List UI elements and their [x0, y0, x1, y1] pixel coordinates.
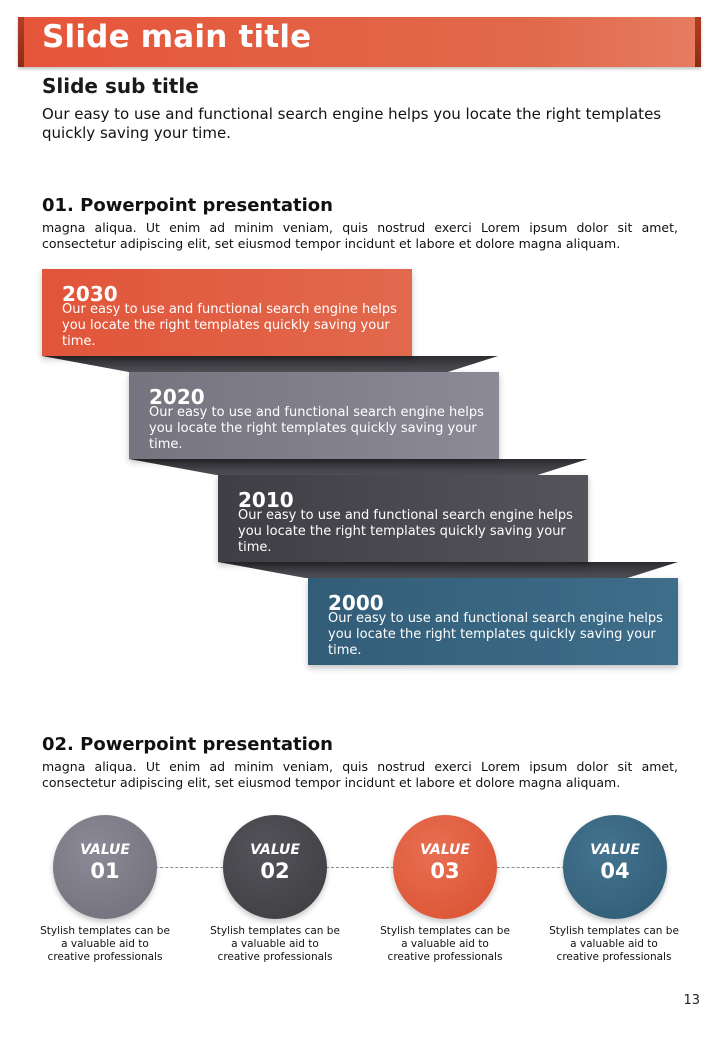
fold-connector [129, 459, 588, 475]
value-circle-03 [393, 815, 497, 919]
section1-body: magna aliqua. Ut enim ad minim veniam, quis nostrud exerci Lorem ipsum dolor sit amet, consectetur adipiscing elit, set eiusmod tempor incidunt et labore et dolore magna aliquam. [42, 220, 678, 251]
section1-heading: 01. Powerpoint presentation [42, 195, 333, 216]
section2-body: magna aliqua. Ut enim ad minim veniam, quis nostrud exerci Lorem ipsum dolor sit amet, consectetur adipiscing elit, set eiusmod tempor incidunt et labore et dolore magna aliquam. [42, 759, 678, 790]
value-label: VALUE [80, 842, 130, 858]
value-circle-01 [53, 815, 157, 919]
timeline-step-2000 [308, 578, 678, 665]
value-caption: Stylish templates can be a valuable aid to creative professionals [210, 925, 340, 963]
value-caption: Stylish templates can be a valuable aid to creative professionals [40, 925, 170, 963]
value-circle-04 [563, 815, 667, 919]
value-caption: Stylish templates can be a valuable aid to creative professionals [380, 925, 510, 963]
intro-text: Our easy to use and functional search engine helps you locate the right templates quickly saving your time. [42, 105, 662, 142]
value-number: 04 [600, 859, 630, 883]
step-text: Our easy to use and functional search engine helps you locate the right templates quickly saving your time. [62, 302, 397, 349]
value-number: 02 [260, 859, 290, 883]
value-number: 03 [430, 859, 460, 883]
page-title: Slide main title [42, 19, 312, 55]
step-year: 2010 [238, 488, 294, 512]
value-circle-02 [223, 815, 327, 919]
value-label: VALUE [420, 842, 470, 858]
value-label: VALUE [250, 842, 300, 858]
step-text: Our easy to use and functional search engine helps you locate the right templates quickly saving your time. [328, 611, 663, 658]
step-year: 2030 [62, 282, 118, 306]
timeline-step-2030 [42, 269, 412, 356]
step-year: 2000 [328, 591, 384, 615]
dashed-connector [105, 867, 615, 868]
step-year: 2020 [149, 385, 205, 409]
value-number: 01 [90, 859, 120, 883]
value-caption: Stylish templates can be a valuable aid to creative professionals [549, 925, 679, 963]
fold-connector [42, 356, 498, 372]
value-label: VALUE [590, 842, 640, 858]
step-text: Our easy to use and functional search engine helps you locate the right templates quickly saving your time. [149, 405, 484, 452]
page-subtitle: Slide sub title [42, 74, 199, 98]
page-number: 13 [683, 993, 700, 1008]
section2-heading: 02. Powerpoint presentation [42, 734, 333, 755]
fold-connector [218, 562, 678, 578]
timeline-step-2010 [218, 475, 588, 562]
step-text: Our easy to use and functional search engine helps you locate the right templates quickly saving your time. [238, 508, 573, 555]
timeline-step-2020 [129, 372, 499, 459]
